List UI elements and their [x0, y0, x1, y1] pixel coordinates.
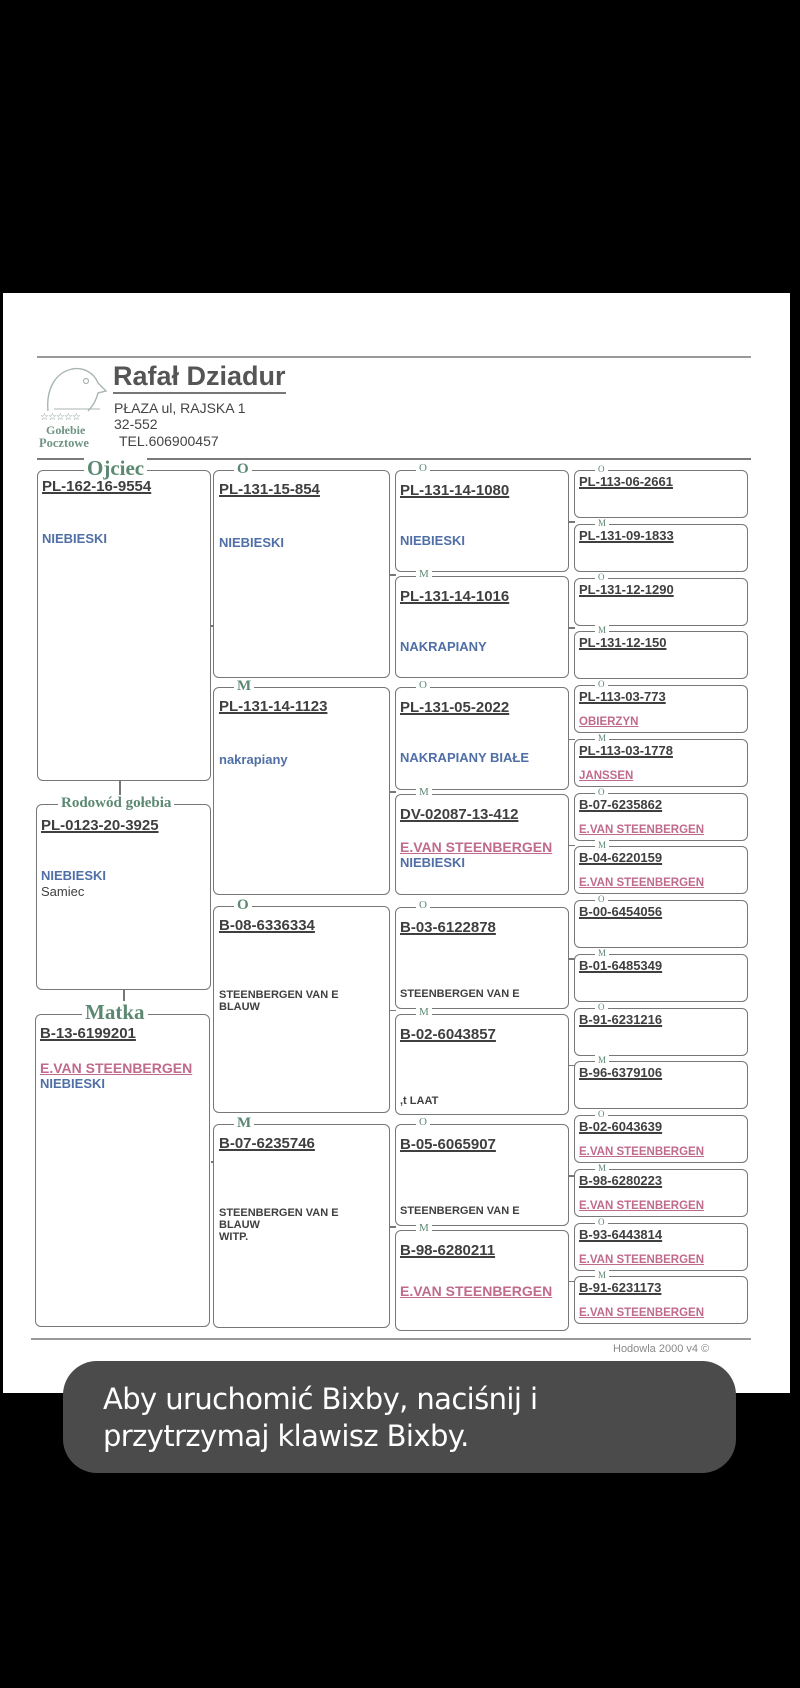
parent-sex-label: O — [595, 787, 608, 798]
great-great-grandparent-box — [574, 571, 748, 626]
great-grandparent-ring: B-03-6122878 — [400, 919, 496, 936]
great-great-grandparent-ring: PL-131-12-150 — [579, 635, 667, 650]
grandparent-box — [213, 678, 390, 895]
great-grandparent-box — [395, 786, 569, 895]
father-box — [37, 456, 211, 781]
grandparent-box — [213, 897, 390, 1113]
great-grandparent-color: NAKRAPIANY — [400, 639, 487, 654]
grandparent-notes: STEENBERGEN VAN E BLAUW — [219, 989, 339, 1013]
parent-sex-label: M — [595, 840, 609, 851]
parent-sex-label: O — [595, 1109, 608, 1120]
great-great-grandparent-box — [574, 679, 748, 733]
great-great-grandparent-ring: B-96-6379106 — [579, 1065, 663, 1080]
logo-stars: ☆☆☆☆☆ — [40, 412, 80, 423]
toast-message: Aby uruchomić Bixby, naciśnij i przytrzymaj klawisz Bixby. — [103, 1382, 538, 1453]
parent-sex-label: M — [416, 569, 432, 580]
footer-rule — [31, 1338, 751, 1340]
great-great-grandparent-breeder: E.VAN STEENBERGEN — [579, 1253, 705, 1266]
parent-sex-label: O — [595, 894, 608, 905]
great-grandparent-notes: STEENBERGEN VAN E — [400, 988, 520, 1000]
great-great-grandparent-ring: B-91-6231173 — [579, 1280, 662, 1295]
great-grandparent-ring: B-98-6280211 — [400, 1242, 496, 1259]
grandparent-ring: PL-131-15-854 — [219, 481, 320, 498]
mother-box — [35, 1000, 210, 1327]
great-grandparent-ring: PL-131-05-2022 — [400, 699, 510, 716]
grandparent-box — [213, 461, 390, 678]
great-grandparent-notes: STEENBERGEN VAN E — [400, 1205, 520, 1217]
parent-sex-label: O — [416, 680, 430, 691]
great-grandparent-breeder: E.VAN STEENBERGEN — [400, 839, 553, 855]
great-great-grandparent-breeder: E.VAN STEENBERGEN — [579, 1146, 705, 1158]
great-great-grandparent-ring: B-91-6231216 — [579, 1011, 663, 1027]
father-ring: PL-162-16-9554 — [42, 478, 152, 495]
great-great-grandparent-ring: B-93-6443814 — [579, 1226, 663, 1242]
parent-sex-label: M — [416, 1223, 432, 1234]
logo — [36, 361, 112, 451]
great-great-grandparent-ring: PL-113-03-773 — [579, 689, 666, 704]
bixby-toast — [63, 1361, 736, 1473]
great-great-grandparent-box — [574, 840, 748, 894]
great-great-grandparent-box — [574, 517, 748, 572]
connector — [569, 627, 575, 629]
great-grandparent-box — [395, 1006, 569, 1115]
great-great-grandparent-ring: B-02-6043639 — [579, 1119, 663, 1134]
great-great-grandparent-ring: B-04-6220159 — [579, 850, 663, 865]
great-great-grandparent-ring: B-00-6454056 — [579, 904, 663, 919]
pigeon-box — [36, 795, 211, 990]
great-grandparent-box — [395, 462, 569, 572]
pedigree-document — [3, 293, 790, 1393]
parent-sex-label: M — [234, 678, 254, 694]
mother-label: Matka — [82, 1001, 148, 1023]
parent-sex-label: O — [595, 1217, 608, 1228]
logo-text-line1: Gołebie — [46, 423, 86, 437]
great-grandparent-color: NIEBIESKI — [400, 855, 466, 870]
great-great-grandparent-box — [574, 1216, 748, 1271]
parent-sex-label: M — [234, 1115, 254, 1131]
logo-text-line2: Pocztowe — [39, 436, 89, 450]
parent-sex-label: M — [595, 948, 609, 959]
connector — [390, 791, 396, 793]
pigeon-color: NIEBIESKI — [41, 868, 107, 883]
great-grandparent-color: NIEBIESKI — [400, 533, 466, 548]
parent-sex-label: M — [595, 518, 609, 529]
great-grandparent-ring: B-05-6065907 — [400, 1136, 496, 1153]
great-grandparent-ring: PL-131-14-1016 — [400, 588, 510, 605]
great-great-grandparent-box — [574, 894, 748, 948]
great-great-grandparent-box — [574, 1270, 748, 1324]
great-great-grandparent-ring: B-07-6235862 — [579, 796, 663, 812]
great-great-grandparent-breeder: E.VAN STEENBERGEN — [579, 877, 705, 889]
great-great-grandparent-ring: B-01-6485349 — [579, 957, 663, 973]
parent-sex-label: O — [416, 900, 430, 911]
grandparent-notes: STEENBERGEN VAN E BLAUW WITP. — [219, 1207, 339, 1243]
grandparent-box — [213, 1115, 390, 1328]
great-grandparent-box — [395, 899, 569, 1009]
parent-sex-label: O — [595, 572, 608, 583]
great-great-grandparent-ring: PL-113-06-2661 — [579, 474, 673, 489]
great-grandparent-ring: PL-131-14-1080 — [400, 482, 510, 499]
parent-sex-label: M — [595, 1163, 609, 1174]
parent-sex-label: M — [595, 1270, 609, 1281]
connector — [390, 1226, 396, 1228]
great-grandparent-breeder: E.VAN STEENBERGEN — [400, 1283, 553, 1299]
grandparent-color: NIEBIESKI — [219, 535, 285, 550]
great-great-grandparent-box — [574, 1001, 748, 1056]
grandparent-ring: B-07-6235746 — [219, 1135, 315, 1152]
great-great-grandparent-ring: B-98-6280223 — [579, 1172, 663, 1188]
parent-sex-label: O — [234, 461, 252, 477]
great-grandparent-color: NAKRAPIANY BIAŁE — [400, 750, 530, 765]
parent-sex-label: M — [595, 625, 609, 636]
great-great-grandparent-box — [574, 786, 748, 841]
parent-sex-label: O — [416, 463, 430, 474]
father-label: Ojciec — [84, 457, 147, 479]
father-color: NIEBIESKI — [42, 531, 108, 546]
great-grandparent-notes: ,t LAAT — [400, 1095, 439, 1107]
great-great-grandparent-box — [574, 1162, 748, 1217]
connector — [390, 1010, 396, 1012]
great-great-grandparent-breeder: E.VAN STEENBERGEN — [579, 823, 705, 836]
connector — [569, 739, 575, 741]
connector — [390, 574, 396, 576]
pigeon-head-icon — [40, 361, 110, 413]
great-grandparent-box — [395, 679, 569, 790]
great-grandparent-ring: DV-02087-13-412 — [400, 806, 519, 823]
great-great-grandparent-box — [574, 464, 748, 518]
parent-sex-label: O — [595, 464, 608, 475]
pigeon-sex: Samiec — [41, 884, 85, 899]
parent-sex-label: M — [416, 1007, 432, 1018]
great-grandparent-box — [395, 1222, 569, 1331]
great-great-grandparent-ring: PL-131-09-1833 — [579, 527, 674, 543]
great-great-grandparent-box — [574, 947, 748, 1002]
great-great-grandparent-ring: PL-113-03-1778 — [579, 742, 673, 758]
header-top-rule — [37, 356, 751, 358]
grandparent-ring: B-08-6336334 — [219, 917, 315, 934]
grandparent-ring: PL-131-14-1123 — [219, 698, 328, 715]
parent-sex-label: M — [416, 787, 432, 798]
parent-sex-label: O — [416, 1117, 430, 1128]
great-great-grandparent-breeder: E.VAN STEENBERGEN — [579, 1307, 705, 1319]
phone: TEL.606900457 — [119, 433, 219, 449]
parent-sex-label: O — [595, 1002, 608, 1013]
great-great-grandparent-box — [574, 1055, 748, 1109]
great-great-grandparent-breeder: E.VAN STEENBERGEN — [579, 1199, 705, 1212]
mother-breeder: E.VAN STEENBERGEN — [40, 1060, 193, 1076]
parent-sex-label: O — [595, 679, 608, 690]
address-line-1: PŁAZA ul, RAJSKA 1 — [114, 400, 246, 416]
mother-ring: B-13-6199201 — [40, 1025, 136, 1042]
pigeon-label: Rodowód gołebia — [58, 795, 174, 811]
address-line-2: 32-552 — [114, 416, 158, 432]
connector — [569, 521, 575, 523]
breeder-name: Rafał Dziadur — [113, 361, 286, 394]
great-grandparent-ring: B-02-6043857 — [400, 1026, 496, 1043]
great-great-grandparent-box — [574, 1109, 748, 1163]
footer-software: Hodowla 2000 v4 © — [613, 1343, 710, 1355]
mother-color: NIEBIESKI — [40, 1076, 106, 1091]
pigeon-ring: PL-0123-20-3925 — [41, 817, 159, 834]
parent-sex-label: O — [234, 897, 252, 913]
great-grandparent-box — [395, 1116, 569, 1226]
great-great-grandparent-box — [574, 625, 748, 679]
great-great-grandparent-ring: PL-131-12-1290 — [579, 581, 674, 597]
parent-sex-label: M — [595, 733, 609, 744]
connector — [569, 845, 575, 847]
parent-sex-label: M — [595, 1055, 609, 1066]
great-great-grandparent-box — [574, 732, 748, 787]
great-grandparent-box — [395, 568, 569, 678]
grandparent-color: nakrapiany — [219, 752, 288, 767]
great-great-grandparent-breeder: JANSSEN — [579, 769, 634, 782]
great-great-grandparent-breeder: OBIERZYN — [579, 716, 639, 728]
